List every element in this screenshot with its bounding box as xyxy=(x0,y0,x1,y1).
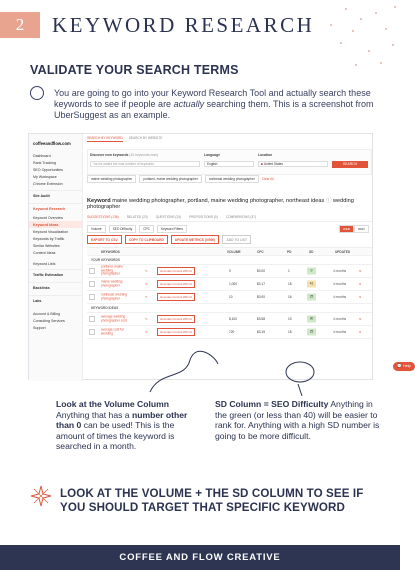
sidebar-item[interactable]: Consulting Services xyxy=(33,319,65,324)
row-cpc: $3.58 xyxy=(257,317,265,321)
callout-sd: SD Column = SEO Difficulty Anything in the green (or less than 40) will be easier to rank for. Anything with a high SD number is going to be more difficult. xyxy=(215,399,380,441)
row-volume: 10 xyxy=(229,295,233,299)
sidebar-item[interactable]: My Workspace xyxy=(33,175,57,180)
refresh-icon[interactable]: ⇅ xyxy=(359,330,362,334)
ai-icon[interactable]: ✎ xyxy=(145,330,148,334)
ai-icon[interactable]: ✎ xyxy=(145,282,148,286)
row-volume: 8,100 xyxy=(229,317,237,321)
col-sd[interactable]: SD xyxy=(309,249,314,254)
col-cpc[interactable]: CPC xyxy=(257,249,264,254)
row-sd: 25 xyxy=(307,294,316,301)
volume-filter[interactable]: Volume xyxy=(87,225,106,233)
sidebar-item[interactable]: SEO Opportunities xyxy=(33,167,63,172)
footer: COFFEE AND FLOW CREATIVE xyxy=(0,545,400,570)
row-sd: 41 xyxy=(307,281,316,288)
sparkle-icon xyxy=(30,485,52,507)
sidebar-item[interactable]: Dashboard xyxy=(33,153,51,158)
row-updated: 4 months xyxy=(333,317,347,321)
step-number: 2 xyxy=(0,12,40,38)
row-cpc: $3.15 xyxy=(257,330,265,334)
keyword-chip[interactable]: portland, maine wedding photographer xyxy=(139,175,202,183)
sidebar-item[interactable]: Keyword Overview xyxy=(33,215,63,220)
row-cpc: $0.00 xyxy=(257,269,265,273)
row-cpc: $0.00 xyxy=(257,295,265,299)
section-your-keywords: YOUR KEYWORDS xyxy=(87,256,372,265)
web-toggle[interactable]: WEB xyxy=(339,225,354,233)
generate-content-button[interactable]: Generate Content With AI xyxy=(157,267,195,275)
row-volume: 720 xyxy=(229,330,235,334)
generate-content-button[interactable]: Generate Content With AI xyxy=(157,328,195,336)
sidebar-group-keyword-research[interactable]: Keyword Research xyxy=(29,203,82,214)
refresh-icon[interactable]: ⇅ xyxy=(359,269,362,273)
location-label: Location xyxy=(258,153,273,157)
sidebar-item-keyword-lists[interactable]: Keyword Lists xyxy=(33,261,56,266)
keyword-input[interactable]: You've added the max number of keywords xyxy=(90,161,200,167)
sidebar-group-site-audit[interactable]: Site Audit xyxy=(29,190,82,201)
row-pd: 18 xyxy=(288,330,292,334)
discover-label: Discover new keywords (10 keywords max) xyxy=(90,153,159,157)
sidebar-group[interactable]: Backlinks xyxy=(29,282,82,293)
refresh-icon[interactable]: ⇅ xyxy=(359,295,362,299)
info-icon: ⓘ xyxy=(325,198,332,204)
row-cpc: $3.17 xyxy=(257,282,265,286)
language-select[interactable]: English xyxy=(204,161,254,167)
refresh-icon[interactable]: ⇅ xyxy=(359,282,362,286)
bottom-callout: LOOK AT THE VOLUME + THE SD COLUMN TO SEE IF YOU SHOULD TARGET THAT SPECIFIC KEYWORD xyxy=(60,487,364,514)
row-keyword[interactable]: portland, maine wedding photographer xyxy=(101,264,123,276)
col-pd[interactable]: PD xyxy=(287,249,292,254)
row-keyword[interactable]: average wedding photographer cost xyxy=(101,314,127,322)
row-updated: 4 months xyxy=(333,295,347,299)
section-keyword-ideas: KEYWORD IDEAS xyxy=(87,304,372,313)
update-metrics-button[interactable]: UPDATE METRICS (0/500) xyxy=(171,235,219,244)
cpc-filter[interactable]: CPC xyxy=(139,225,154,233)
generate-content-button[interactable]: Generate Content With AI xyxy=(157,315,195,323)
clear-all-link[interactable]: Clear All xyxy=(261,177,274,181)
page-title: KEYWORD RESEARCH xyxy=(52,12,315,37)
row-sd: 30 xyxy=(307,316,316,323)
keyword-chip[interactable]: maine wedding photographer xyxy=(87,175,136,183)
sidebar-item[interactable]: Similar Websites xyxy=(33,244,60,249)
keyword-title: Keyword maine wedding photographer, portland, maine wedding photographer, northeast ideas ⓘ wedding photographer xyxy=(87,198,354,211)
tab-questions[interactable]: QUESTIONS (24) xyxy=(155,215,182,219)
tab-search-by-keyword[interactable]: SEARCH BY KEYWORD xyxy=(87,136,123,140)
ai-icon[interactable]: ✎ xyxy=(145,295,148,299)
row-updated: 4 months xyxy=(333,330,347,334)
refresh-icon[interactable]: ⇅ xyxy=(359,317,362,321)
us-flag-icon: ■ xyxy=(261,162,263,166)
row-volume: 0 xyxy=(229,269,231,273)
row-updated: 4 months xyxy=(333,269,347,273)
tab-prepositions[interactable]: PREPOSITIONS (0) xyxy=(189,215,218,219)
help-button[interactable]: 💬 Help xyxy=(393,362,415,371)
row-sd: 0 xyxy=(307,268,316,275)
sidebar-item[interactable]: Content Ideas xyxy=(33,251,56,256)
row-pd: 16 xyxy=(288,295,292,299)
row-sd: 25 xyxy=(307,329,316,336)
tab-related[interactable]: RELATED (23) xyxy=(126,215,148,219)
row-volume: 1,000 xyxy=(229,282,237,286)
language-label: Language xyxy=(204,153,221,157)
col-volume[interactable]: VOLUME xyxy=(227,249,241,254)
sidebar-item[interactable]: Rank Tracking xyxy=(33,160,56,165)
sidebar-item[interactable]: Keywords by Traffic xyxy=(33,237,65,242)
col-keywords[interactable]: KEYWORDS xyxy=(101,249,120,254)
keyword-chip[interactable]: northeast wedding photographer xyxy=(205,175,259,183)
row-pd: 1 xyxy=(288,269,290,273)
row-keyword[interactable]: average cost for wedding xyxy=(101,327,124,335)
row-updated: 4 months xyxy=(333,282,347,286)
tab-suggestions[interactable]: SUGGESTIONS (136) xyxy=(87,215,119,219)
add-to-list-button[interactable]: ADD TO LIST xyxy=(222,235,251,244)
row-pd: 18 xyxy=(288,282,292,286)
keyword-filters[interactable]: Keyword Filters xyxy=(157,225,187,233)
col-updated[interactable]: UPDATED xyxy=(335,249,351,254)
section-title: VALIDATE YOUR SEARCH TERMS xyxy=(30,63,239,77)
generate-content-button[interactable]: Generate Content With AI xyxy=(157,280,195,288)
copy-clipboard-button[interactable]: COPY TO CLIPBOARD xyxy=(125,235,168,244)
location-select[interactable]: ■ United States xyxy=(258,161,328,167)
sidebar-item-keyword-ideas[interactable]: Keyword Ideas xyxy=(29,221,82,228)
sidebar-item[interactable]: Account & Billing xyxy=(33,311,60,316)
ai-icon[interactable]: ✎ xyxy=(145,317,148,321)
tab-search-by-website[interactable]: SEARCH BY WEBSITE xyxy=(128,136,163,140)
intro-text: You are going to go into your Keyword Research Tool and actually search these keywords to see if people are actually searching them. This is a screenshot from UberSuggest as an example. xyxy=(54,88,374,120)
row-keyword[interactable]: maine wedding photographer xyxy=(101,279,123,287)
row-pd: 19 xyxy=(288,317,292,321)
search-button[interactable]: SEARCH xyxy=(332,161,368,168)
paid-toggle[interactable]: PAID xyxy=(354,225,369,233)
sidebar-item[interactable]: Keyword Visualization xyxy=(33,229,69,234)
export-csv-button[interactable]: EXPORT TO CSV xyxy=(87,235,122,244)
callout-volume: Look at the Volume Column Anything that has a number other than 0 can be used! This is the amount of times the keyword is searched in a month. xyxy=(56,399,188,451)
sidebar-group[interactable]: Traffic Estimation xyxy=(29,269,82,280)
generate-content-button[interactable]: Generate Content With AI xyxy=(157,293,195,301)
sidebar-item[interactable]: Chrome Extension xyxy=(33,182,63,187)
sidebar-group[interactable]: Labs xyxy=(29,295,82,306)
site-logo: coffeeandflow.com xyxy=(33,141,71,146)
tab-comparisons[interactable]: COMPARISONS (37) xyxy=(225,215,257,219)
ai-icon[interactable]: ✎ xyxy=(145,269,148,273)
row-keyword[interactable]: northeast wedding photographer xyxy=(101,292,128,300)
sidebar-item[interactable]: Support xyxy=(33,326,46,331)
seo-difficulty-filter[interactable]: SEO Difficulty xyxy=(109,225,137,233)
